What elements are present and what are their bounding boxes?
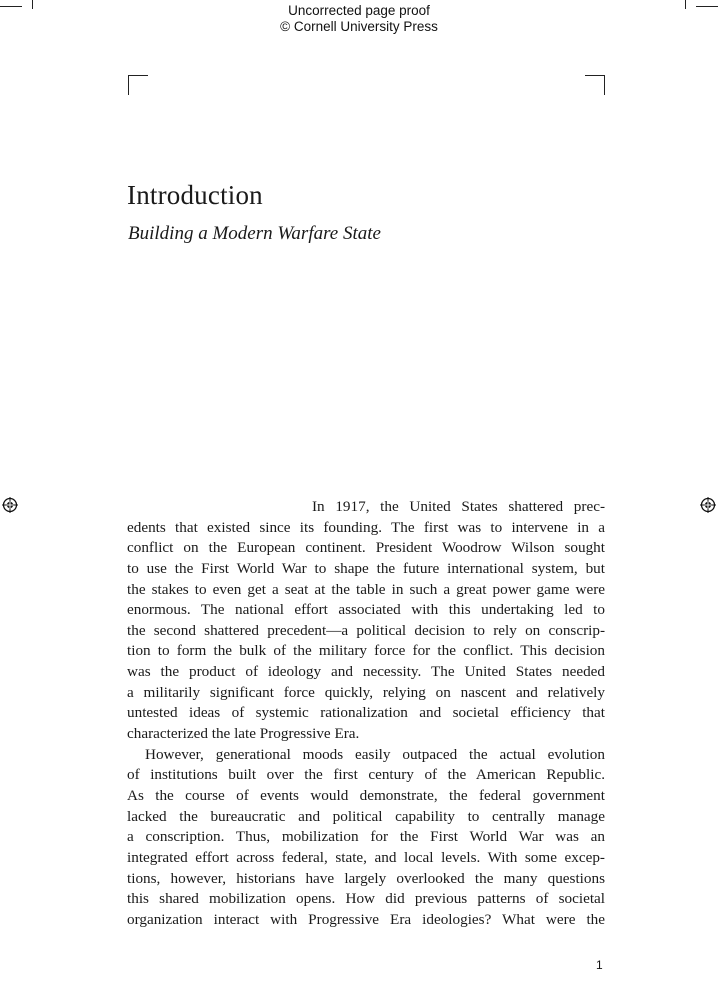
trim-mark-top-left-vertical — [32, 0, 33, 9]
text-line: to use the First World War to shape the future international system, but — [127, 559, 605, 577]
text-line: edents that existed since its founding. The first was to intervene in a — [127, 518, 605, 536]
trim-mark-top-left — [0, 6, 22, 7]
registration-mark-left-icon — [2, 497, 18, 513]
body-text — [127, 497, 605, 930]
registration-mark-right-icon — [700, 497, 716, 513]
text-line: characterized the late Progressive Era. — [127, 725, 360, 743]
text-line: the second shattered precedent—a political decision to rely on conscrip- — [127, 621, 605, 639]
proof-notice-line-2: © Cornell University Press — [280, 19, 438, 34]
page-number: 1 — [596, 958, 603, 972]
text-line: In 1917, the United States shattered prec- — [312, 498, 605, 515]
trim-mark-top-right-vertical — [685, 0, 686, 9]
text-line: enormous. The national effort associated with this undertaking led to — [127, 601, 605, 619]
text-line: tion to form the bulk of the military force for the conflict. This decision — [127, 642, 605, 660]
text-line: integrated effort across federal, state, and local levels. With some excep- — [127, 848, 605, 866]
text-line: a conscription. Thus, mobilization for the First World War was an — [127, 828, 605, 846]
text-line: untested ideas of systemic rationalization and societal efficiency that — [127, 704, 605, 722]
text-line: of institutions built over the first century of the American Republic. — [127, 766, 605, 784]
text-line: this shared mobilization opens. How did previous patterns of societal — [127, 890, 605, 908]
text-line: As the course of events would demonstrate, the federal government — [127, 786, 605, 804]
paragraph-2 — [127, 745, 605, 931]
trim-mark-top-right — [696, 6, 718, 7]
text-line: conflict on the European continent. President Woodrow Wilson sought — [127, 539, 605, 557]
text-line: However, generational moods easily outpaced the actual evolution — [145, 745, 605, 763]
chapter-subtitle: Building a Modern Warfare State — [128, 223, 381, 244]
text-line: a militarily significant force quickly, relying on nascent and relatively — [127, 683, 605, 701]
proof-notice-line-1: Uncorrected page proof — [288, 3, 430, 18]
text-line: lacked the bureaucratic and political capability to centrally manage — [127, 807, 605, 825]
text-line: organization interact with Progressive Era ideologies? What were the — [127, 910, 605, 928]
chapter-title: Introduction — [127, 180, 263, 210]
paragraph-1 — [127, 497, 605, 745]
text-line: the stakes to even get a seat at the table in such a great power game were — [127, 580, 605, 598]
text-line: tions, however, historians have largely overlooked the many questions — [127, 869, 605, 887]
text-line: was the product of ideology and necessity. The United States needed — [127, 663, 605, 681]
